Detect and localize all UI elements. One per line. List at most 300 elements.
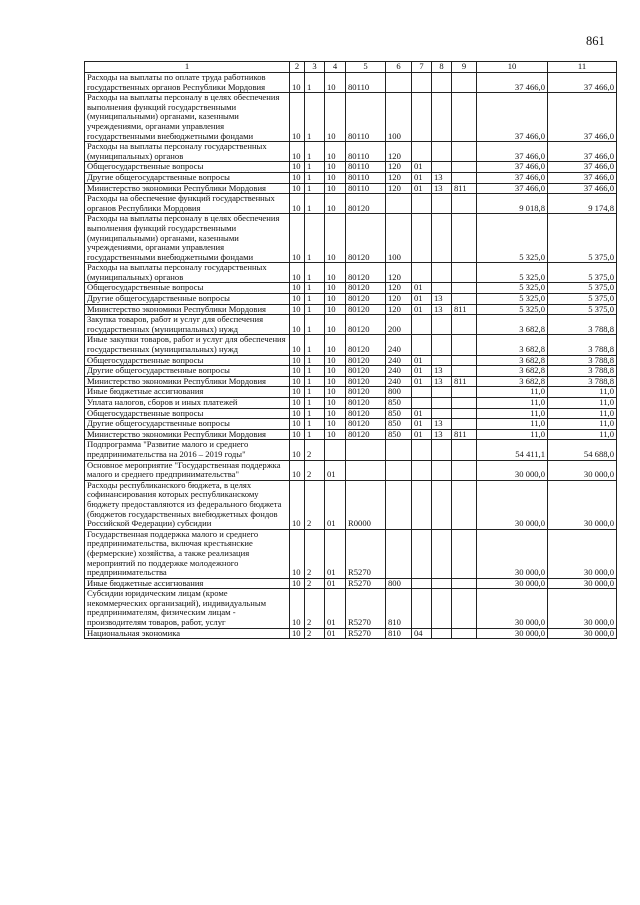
row-value-cell: 01 bbox=[412, 408, 432, 419]
row-name-cell: Иные бюджетные ассигнования bbox=[85, 387, 290, 398]
row-value-cell: 120 bbox=[386, 304, 412, 315]
row-value-cell: 811 bbox=[452, 429, 477, 440]
row-value-cell: 10 bbox=[325, 355, 346, 366]
row-value-cell: 10 bbox=[290, 387, 305, 398]
row-value-cell bbox=[452, 214, 477, 263]
row-value-cell: 10 bbox=[325, 183, 346, 194]
row-value-cell: 2 bbox=[305, 578, 325, 589]
row-value-cell: 10 bbox=[290, 589, 305, 628]
row-value-cell: 37 466,0 bbox=[548, 183, 617, 194]
row-value-cell: 10 bbox=[290, 283, 305, 294]
row-value-cell: 01 bbox=[412, 376, 432, 387]
row-value-cell: 10 bbox=[290, 398, 305, 409]
row-name-cell: Расходы на выплаты персоналу в целях обеспечения выполнения функций государственными (муниципальными) органами, казенными учреждениями, органами управления государственными внебюджетными фондами bbox=[85, 214, 290, 263]
row-value-cell: 3 682,8 bbox=[477, 366, 548, 377]
row-value-cell: 13 bbox=[432, 376, 452, 387]
row-name-cell: Министерство экономики Республики Мордовия bbox=[85, 429, 290, 440]
row-value-cell: 10 bbox=[290, 366, 305, 377]
row-value-cell: 10 bbox=[325, 283, 346, 294]
row-value-cell bbox=[452, 294, 477, 305]
row-value-cell: 30 000,0 bbox=[477, 480, 548, 529]
row-value-cell: 5 325,0 bbox=[477, 283, 548, 294]
row-value-cell bbox=[412, 387, 432, 398]
row-value-cell: 01 bbox=[325, 460, 346, 480]
row-name-cell: Расходы на выплаты персоналу государственных (муниципальных) органов bbox=[85, 142, 290, 162]
row-value-cell: 80120 bbox=[346, 283, 386, 294]
row-value-cell: 120 bbox=[386, 283, 412, 294]
row-value-cell: 5 325,0 bbox=[477, 263, 548, 283]
row-value-cell bbox=[432, 283, 452, 294]
row-value-cell: 1 bbox=[305, 183, 325, 194]
row-value-cell: 3 788,8 bbox=[548, 366, 617, 377]
table-row bbox=[85, 93, 617, 142]
row-value-cell: 37 466,0 bbox=[477, 172, 548, 183]
row-value-cell: 10 bbox=[290, 142, 305, 162]
row-value-cell: 01 bbox=[412, 183, 432, 194]
row-name-cell: Основное мероприятие "Государственная поддержка малого и среднего предпринимательства" bbox=[85, 460, 290, 480]
row-name-cell: Национальная экономика bbox=[85, 628, 290, 639]
row-value-cell bbox=[432, 440, 452, 460]
row-value-cell bbox=[452, 480, 477, 529]
row-value-cell bbox=[412, 93, 432, 142]
row-value-cell: 10 bbox=[290, 429, 305, 440]
table-row bbox=[85, 628, 617, 639]
table-row bbox=[85, 398, 617, 409]
row-value-cell: 80110 bbox=[346, 162, 386, 173]
row-value-cell: 240 bbox=[386, 376, 412, 387]
row-value-cell: 10 bbox=[290, 214, 305, 263]
row-value-cell bbox=[452, 355, 477, 366]
row-value-cell: 1 bbox=[305, 335, 325, 355]
table-row bbox=[85, 480, 617, 529]
row-value-cell: 01 bbox=[325, 589, 346, 628]
row-value-cell bbox=[412, 398, 432, 409]
row-value-cell: 10 bbox=[325, 408, 346, 419]
row-value-cell: 10 bbox=[290, 355, 305, 366]
row-name-cell: Государственная поддержка малого и среднего предпринимательства, включая крестьянские (фермерские) хозяйства, а также реализация мероприятий по поддержке молодежного предпринимательства bbox=[85, 529, 290, 578]
row-value-cell: 80110 bbox=[346, 93, 386, 142]
row-value-cell: 3 682,8 bbox=[477, 355, 548, 366]
row-value-cell: 37 466,0 bbox=[548, 162, 617, 173]
row-value-cell: 9 018,8 bbox=[477, 194, 548, 214]
row-value-cell: 10 bbox=[325, 73, 346, 93]
row-value-cell bbox=[452, 172, 477, 183]
row-value-cell: 10 bbox=[325, 387, 346, 398]
col-header: 6 bbox=[386, 62, 412, 73]
row-value-cell: 811 bbox=[452, 183, 477, 194]
row-value-cell: 30 000,0 bbox=[477, 578, 548, 589]
table-row bbox=[85, 214, 617, 263]
row-value-cell: 10 bbox=[290, 315, 305, 335]
table-row bbox=[85, 335, 617, 355]
row-value-cell: 1 bbox=[305, 315, 325, 335]
row-value-cell bbox=[386, 460, 412, 480]
row-value-cell: 1 bbox=[305, 398, 325, 409]
row-value-cell: 11,0 bbox=[477, 429, 548, 440]
row-value-cell: 10 bbox=[290, 73, 305, 93]
row-value-cell: 80120 bbox=[346, 335, 386, 355]
row-value-cell: 120 bbox=[386, 294, 412, 305]
row-value-cell: R5270 bbox=[346, 529, 386, 578]
row-value-cell: 30 000,0 bbox=[548, 480, 617, 529]
table-row bbox=[85, 366, 617, 377]
table-row bbox=[85, 172, 617, 183]
row-value-cell: 200 bbox=[386, 315, 412, 335]
row-value-cell: 5 325,0 bbox=[477, 214, 548, 263]
row-value-cell: 80120 bbox=[346, 376, 386, 387]
row-value-cell: 10 bbox=[290, 194, 305, 214]
row-value-cell bbox=[432, 194, 452, 214]
row-value-cell bbox=[412, 460, 432, 480]
row-value-cell: 3 788,8 bbox=[548, 315, 617, 335]
row-value-cell: 10 bbox=[325, 304, 346, 315]
row-value-cell: 37 466,0 bbox=[548, 93, 617, 142]
row-value-cell: 80120 bbox=[346, 429, 386, 440]
row-value-cell: 240 bbox=[386, 355, 412, 366]
row-value-cell: 1 bbox=[305, 376, 325, 387]
row-value-cell: 10 bbox=[290, 578, 305, 589]
row-value-cell: 13 bbox=[432, 429, 452, 440]
row-value-cell: 54 411,1 bbox=[477, 440, 548, 460]
row-value-cell: 10 bbox=[325, 214, 346, 263]
row-name-cell: Министерство экономики Республики Мордовия bbox=[85, 183, 290, 194]
row-value-cell: 811 bbox=[452, 304, 477, 315]
row-value-cell: 240 bbox=[386, 366, 412, 377]
row-name-cell: Общегосударственные вопросы bbox=[85, 355, 290, 366]
row-value-cell bbox=[386, 73, 412, 93]
row-value-cell: 30 000,0 bbox=[477, 460, 548, 480]
col-header: 2 bbox=[290, 62, 305, 73]
row-name-cell: Министерство экономики Республики Мордовия bbox=[85, 304, 290, 315]
row-value-cell: 850 bbox=[386, 419, 412, 430]
table-row bbox=[85, 578, 617, 589]
row-value-cell: 01 bbox=[412, 355, 432, 366]
row-value-cell: 01 bbox=[325, 628, 346, 639]
row-value-cell: 5 375,0 bbox=[548, 283, 617, 294]
row-name-cell: Закупка товаров, работ и услуг для обеспечения государственных (муниципальных) нужд bbox=[85, 315, 290, 335]
row-value-cell: 1 bbox=[305, 73, 325, 93]
row-name-cell: Министерство экономики Республики Мордовия bbox=[85, 376, 290, 387]
row-value-cell bbox=[452, 440, 477, 460]
row-value-cell bbox=[452, 194, 477, 214]
row-value-cell: 10 bbox=[290, 294, 305, 305]
row-value-cell bbox=[412, 73, 432, 93]
row-value-cell: 37 466,0 bbox=[548, 73, 617, 93]
row-value-cell bbox=[432, 628, 452, 639]
row-value-cell: 11,0 bbox=[548, 408, 617, 419]
row-value-cell: 80110 bbox=[346, 172, 386, 183]
row-value-cell: 13 bbox=[432, 366, 452, 377]
row-value-cell: 13 bbox=[432, 419, 452, 430]
row-value-cell: 5 375,0 bbox=[548, 263, 617, 283]
row-value-cell: 11,0 bbox=[548, 398, 617, 409]
row-value-cell: 80120 bbox=[346, 398, 386, 409]
row-name-cell: Другие общегосударственные вопросы bbox=[85, 172, 290, 183]
row-value-cell: 13 bbox=[432, 304, 452, 315]
col-header: 7 bbox=[412, 62, 432, 73]
row-value-cell: 10 bbox=[325, 93, 346, 142]
row-value-cell: 1 bbox=[305, 366, 325, 377]
table-row bbox=[85, 355, 617, 366]
row-value-cell: 10 bbox=[290, 419, 305, 430]
row-value-cell: 80110 bbox=[346, 183, 386, 194]
row-value-cell: 5 375,0 bbox=[548, 304, 617, 315]
row-value-cell: 240 bbox=[386, 335, 412, 355]
table-row bbox=[85, 460, 617, 480]
page-number: 861 bbox=[586, 34, 605, 48]
row-value-cell bbox=[412, 578, 432, 589]
col-header: 1 bbox=[85, 62, 290, 73]
row-value-cell: 11,0 bbox=[477, 398, 548, 409]
row-value-cell bbox=[432, 578, 452, 589]
row-value-cell: 1 bbox=[305, 294, 325, 305]
row-value-cell: 11,0 bbox=[548, 429, 617, 440]
row-value-cell: 1 bbox=[305, 93, 325, 142]
row-value-cell bbox=[386, 480, 412, 529]
row-value-cell: 30 000,0 bbox=[548, 460, 617, 480]
row-value-cell: 11,0 bbox=[548, 419, 617, 430]
table-row bbox=[85, 263, 617, 283]
row-name-cell: Иные закупки товаров, работ и услуг для обеспечения государственных (муниципальных) нужд bbox=[85, 335, 290, 355]
row-name-cell: Расходы на выплаты персоналу в целях обеспечения выполнения функций государственными (муниципальными) органами, казенными учреждениями, органами управления государственными внебюджетными фондами bbox=[85, 93, 290, 142]
row-value-cell: 37 466,0 bbox=[477, 183, 548, 194]
row-value-cell bbox=[412, 529, 432, 578]
table-row bbox=[85, 283, 617, 294]
row-value-cell: 10 bbox=[290, 408, 305, 419]
row-value-cell: 80120 bbox=[346, 366, 386, 377]
row-value-cell bbox=[412, 480, 432, 529]
row-value-cell bbox=[432, 460, 452, 480]
col-header: 3 bbox=[305, 62, 325, 73]
row-value-cell bbox=[452, 398, 477, 409]
row-value-cell: 80120 bbox=[346, 214, 386, 263]
row-value-cell: 01 bbox=[412, 304, 432, 315]
row-value-cell: R0000 bbox=[346, 480, 386, 529]
row-value-cell: 30 000,0 bbox=[477, 628, 548, 639]
row-value-cell: 3 788,8 bbox=[548, 335, 617, 355]
row-value-cell: 80120 bbox=[346, 194, 386, 214]
row-value-cell: 30 000,0 bbox=[548, 628, 617, 639]
row-value-cell: 37 466,0 bbox=[548, 172, 617, 183]
row-name-cell: Общегосударственные вопросы bbox=[85, 283, 290, 294]
row-value-cell: 1 bbox=[305, 387, 325, 398]
row-value-cell: 11,0 bbox=[548, 387, 617, 398]
row-value-cell bbox=[452, 142, 477, 162]
row-value-cell: 120 bbox=[386, 162, 412, 173]
row-value-cell: 01 bbox=[325, 480, 346, 529]
row-value-cell bbox=[412, 315, 432, 335]
row-value-cell: 10 bbox=[290, 304, 305, 315]
row-value-cell: 80120 bbox=[346, 294, 386, 305]
row-value-cell: 850 bbox=[386, 398, 412, 409]
budget-table bbox=[84, 61, 617, 639]
row-value-cell: 30 000,0 bbox=[548, 578, 617, 589]
table-row bbox=[85, 294, 617, 305]
row-name-cell: Подпрограмма "Развитие малого и среднего предпринимательства на 2016 – 2019 годы" bbox=[85, 440, 290, 460]
row-value-cell: 54 688,0 bbox=[548, 440, 617, 460]
row-value-cell: 10 bbox=[290, 460, 305, 480]
row-value-cell: 10 bbox=[325, 142, 346, 162]
row-value-cell: 13 bbox=[432, 172, 452, 183]
row-value-cell: 2 bbox=[305, 460, 325, 480]
table-row bbox=[85, 429, 617, 440]
row-value-cell: 10 bbox=[290, 335, 305, 355]
row-value-cell: 1 bbox=[305, 214, 325, 263]
row-value-cell: 1 bbox=[305, 429, 325, 440]
row-value-cell: 80120 bbox=[346, 263, 386, 283]
row-value-cell: R5270 bbox=[346, 589, 386, 628]
row-value-cell bbox=[325, 440, 346, 460]
row-value-cell: 30 000,0 bbox=[548, 529, 617, 578]
row-value-cell: 3 682,8 bbox=[477, 335, 548, 355]
row-value-cell: 01 bbox=[412, 162, 432, 173]
row-value-cell: 01 bbox=[412, 429, 432, 440]
row-value-cell: 10 bbox=[325, 294, 346, 305]
row-name-cell: Уплата налогов, сборов и иных платежей bbox=[85, 398, 290, 409]
col-header: 5 bbox=[346, 62, 386, 73]
row-name-cell: Иные бюджетные ассигнования bbox=[85, 578, 290, 589]
row-value-cell bbox=[432, 355, 452, 366]
row-value-cell: 5 375,0 bbox=[548, 214, 617, 263]
row-value-cell: 37 466,0 bbox=[477, 142, 548, 162]
row-name-cell: Расходы на выплаты персоналу государственных (муниципальных) органов bbox=[85, 263, 290, 283]
row-name-cell: Общегосударственные вопросы bbox=[85, 162, 290, 173]
row-value-cell: 810 bbox=[386, 628, 412, 639]
row-value-cell: 1 bbox=[305, 355, 325, 366]
row-value-cell: 13 bbox=[432, 183, 452, 194]
row-value-cell bbox=[452, 93, 477, 142]
row-value-cell: 810 bbox=[386, 589, 412, 628]
row-name-cell: Субсидии юридическим лицам (кроме некоммерческих организаций), индивидуальным предпринимателям, физическим лицам - производителям товаров, работ, услуг bbox=[85, 589, 290, 628]
table-row bbox=[85, 387, 617, 398]
row-value-cell: 2 bbox=[305, 589, 325, 628]
row-value-cell: 80120 bbox=[346, 408, 386, 419]
row-value-cell bbox=[432, 73, 452, 93]
row-value-cell bbox=[452, 263, 477, 283]
row-value-cell: 10 bbox=[290, 376, 305, 387]
row-name-cell: Другие общегосударственные вопросы bbox=[85, 294, 290, 305]
row-value-cell: 9 174,8 bbox=[548, 194, 617, 214]
row-value-cell: 5 375,0 bbox=[548, 294, 617, 305]
row-value-cell bbox=[346, 460, 386, 480]
row-value-cell bbox=[412, 194, 432, 214]
row-value-cell bbox=[452, 73, 477, 93]
row-name-cell: Другие общегосударственные вопросы bbox=[85, 419, 290, 430]
row-value-cell bbox=[412, 263, 432, 283]
row-value-cell: 01 bbox=[412, 366, 432, 377]
row-value-cell: 1 bbox=[305, 172, 325, 183]
row-value-cell: 2 bbox=[305, 529, 325, 578]
row-value-cell: 10 bbox=[325, 366, 346, 377]
table-row bbox=[85, 183, 617, 194]
row-value-cell bbox=[432, 589, 452, 628]
row-value-cell: 10 bbox=[290, 172, 305, 183]
table-row bbox=[85, 73, 617, 93]
col-header: 10 bbox=[477, 62, 548, 73]
row-value-cell: 850 bbox=[386, 429, 412, 440]
row-value-cell: 10 bbox=[325, 398, 346, 409]
row-value-cell: 30 000,0 bbox=[477, 529, 548, 578]
row-value-cell: 01 bbox=[412, 294, 432, 305]
row-value-cell: 1 bbox=[305, 162, 325, 173]
row-value-cell bbox=[412, 335, 432, 355]
row-value-cell: 120 bbox=[386, 172, 412, 183]
row-value-cell: 1 bbox=[305, 408, 325, 419]
col-header: 11 bbox=[548, 62, 617, 73]
row-value-cell bbox=[432, 529, 452, 578]
row-value-cell: 120 bbox=[386, 263, 412, 283]
row-value-cell: 10 bbox=[325, 263, 346, 283]
row-value-cell: 1 bbox=[305, 304, 325, 315]
row-value-cell: 10 bbox=[290, 162, 305, 173]
row-value-cell: 800 bbox=[386, 578, 412, 589]
row-value-cell: 01 bbox=[412, 172, 432, 183]
row-value-cell: 37 466,0 bbox=[477, 162, 548, 173]
table-header-row bbox=[85, 62, 617, 73]
row-value-cell: 10 bbox=[290, 440, 305, 460]
row-value-cell bbox=[452, 283, 477, 294]
row-value-cell bbox=[452, 589, 477, 628]
row-value-cell: 01 bbox=[412, 283, 432, 294]
row-value-cell bbox=[432, 387, 452, 398]
table-row bbox=[85, 162, 617, 173]
col-header: 9 bbox=[452, 62, 477, 73]
row-value-cell: 10 bbox=[325, 194, 346, 214]
row-name-cell: Расходы на обеспечение функций государственных органов Республики Мордовия bbox=[85, 194, 290, 214]
row-name-cell: Расходы на выплаты по оплате труда работников государственных органов Республики Мордовия bbox=[85, 73, 290, 93]
row-value-cell bbox=[432, 214, 452, 263]
row-value-cell bbox=[452, 460, 477, 480]
row-value-cell bbox=[432, 162, 452, 173]
table-row bbox=[85, 315, 617, 335]
row-value-cell: 11,0 bbox=[477, 408, 548, 419]
row-value-cell: 10 bbox=[290, 263, 305, 283]
row-value-cell bbox=[432, 93, 452, 142]
row-value-cell: 10 bbox=[325, 335, 346, 355]
row-value-cell: 10 bbox=[325, 376, 346, 387]
row-value-cell: 80120 bbox=[346, 419, 386, 430]
row-value-cell bbox=[452, 387, 477, 398]
row-value-cell: 100 bbox=[386, 214, 412, 263]
row-value-cell: 80110 bbox=[346, 73, 386, 93]
row-value-cell: 2 bbox=[305, 628, 325, 639]
row-name-cell: Расходы республиканского бюджета, в целях софинансирования которых республиканскому бюджету предоставляются из федерального бюджета (бюджетов государственных внебюджетных фондов Российской Федерации) субсидии bbox=[85, 480, 290, 529]
row-value-cell: 10 bbox=[325, 162, 346, 173]
row-value-cell: 2 bbox=[305, 440, 325, 460]
row-value-cell bbox=[386, 440, 412, 460]
row-value-cell: 13 bbox=[432, 294, 452, 305]
row-value-cell: 5 325,0 bbox=[477, 294, 548, 305]
table-row bbox=[85, 304, 617, 315]
row-value-cell: 30 000,0 bbox=[548, 589, 617, 628]
row-value-cell: 1 bbox=[305, 194, 325, 214]
row-value-cell: 37 466,0 bbox=[548, 142, 617, 162]
row-value-cell: 3 788,8 bbox=[548, 376, 617, 387]
row-value-cell: 10 bbox=[325, 419, 346, 430]
row-value-cell: 10 bbox=[290, 480, 305, 529]
row-value-cell: 1 bbox=[305, 263, 325, 283]
row-value-cell: 80120 bbox=[346, 387, 386, 398]
row-value-cell: 120 bbox=[386, 183, 412, 194]
row-value-cell bbox=[386, 529, 412, 578]
table-row bbox=[85, 408, 617, 419]
row-value-cell: 11,0 bbox=[477, 387, 548, 398]
row-value-cell: 37 466,0 bbox=[477, 93, 548, 142]
table-row bbox=[85, 419, 617, 430]
row-value-cell bbox=[412, 440, 432, 460]
row-value-cell: 01 bbox=[325, 529, 346, 578]
row-value-cell bbox=[432, 480, 452, 529]
